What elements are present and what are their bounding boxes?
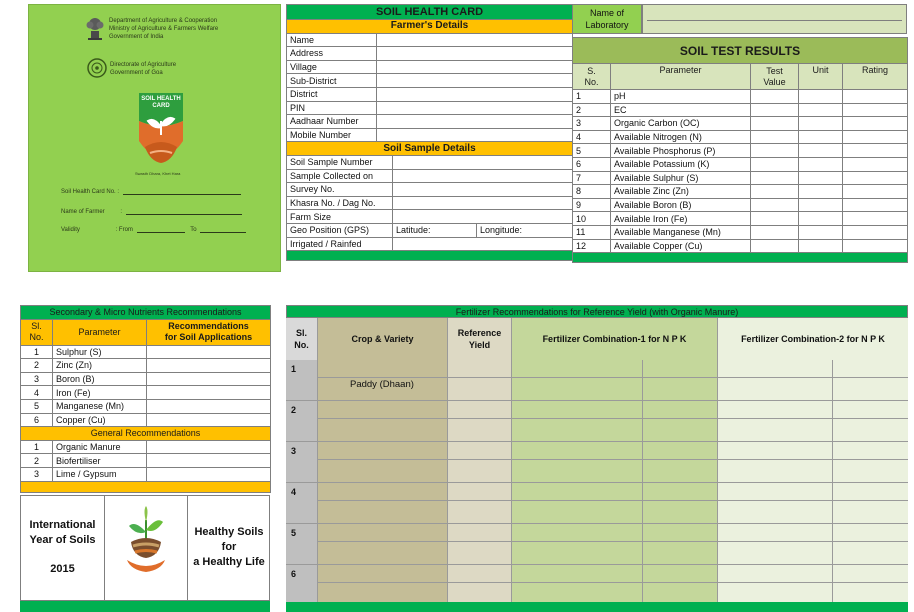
col-unit: Unit: [799, 64, 843, 90]
farmer-row-label: Address: [287, 47, 377, 61]
soil-test-footer-bar: [573, 253, 908, 263]
general-title: General Recommendations: [21, 427, 271, 441]
row-param: Available Sulphur (S): [611, 171, 751, 185]
row-param: pH: [611, 90, 751, 104]
grid-line: [318, 418, 908, 419]
sample-row-label: Farm Size: [287, 210, 393, 224]
farmer-name-colon: :: [120, 209, 123, 215]
farmer-row-value[interactable]: [377, 47, 573, 61]
test-value-cell[interactable]: [751, 171, 799, 185]
iys-line: Healthy Soils: [194, 526, 264, 538]
test-value-cell[interactable]: [751, 90, 799, 104]
soil-test-row: [573, 198, 908, 212]
row-no: 6: [573, 157, 611, 171]
row-param: Available Copper (Cu): [611, 239, 751, 253]
rating-cell[interactable]: [843, 103, 908, 117]
row-param: Organic Manure: [53, 440, 147, 454]
soil-test-row: [573, 103, 908, 117]
soil-test-row: [573, 117, 908, 131]
logo-tagline: Swasth Dhara, Khet Hara: [135, 171, 181, 176]
iys-logo-icon: [125, 506, 167, 576]
sample-row-label: Soil Sample Number: [287, 155, 393, 169]
farmer-row-label: Mobile Number: [287, 128, 377, 142]
farmer-row-value[interactable]: [377, 101, 573, 115]
row-no: 3: [21, 467, 53, 481]
col-test-value: Test Value: [751, 64, 799, 90]
farmer-row: [287, 101, 573, 115]
card-no-line[interactable]: [123, 188, 241, 195]
row-no: 5: [21, 399, 53, 413]
cover-panel: [28, 4, 281, 272]
row-no: 11: [573, 225, 611, 239]
micro-row: [21, 399, 271, 413]
general-row: [21, 440, 271, 454]
sample-row: [287, 169, 573, 183]
iys-right: [188, 496, 270, 600]
validity-row: [61, 226, 246, 233]
validity-to: To: [190, 227, 197, 233]
recommendation-cell[interactable]: [147, 386, 271, 400]
goa-line: Government of Goa: [110, 70, 163, 76]
row-no: 6: [291, 569, 297, 579]
longitude-cell[interactable]: [477, 223, 573, 237]
row-no: 2: [291, 405, 297, 415]
farmer-name-row: [61, 208, 242, 215]
col-rating: Rating: [843, 64, 908, 90]
lab-name-line: [647, 20, 902, 21]
rating-cell[interactable]: [843, 117, 908, 131]
row-no: 5: [291, 528, 297, 538]
farmer-row-label: PIN: [287, 101, 377, 115]
unit-cell[interactable]: [799, 130, 843, 144]
unit-cell[interactable]: [799, 212, 843, 226]
crop-variety-value[interactable]: Paddy (Dhaan): [350, 379, 414, 390]
row-no: 5: [573, 144, 611, 158]
col-combination-2: Fertilizer Combination-2 for N P K: [718, 318, 908, 360]
row-no: 2: [573, 103, 611, 117]
soil-test-row: [573, 144, 908, 158]
soil-test-row: [573, 225, 908, 239]
col-recommendations: Recommendations for Soil Applications: [147, 319, 271, 345]
soil-test-row: [573, 157, 908, 171]
sample-row-value[interactable]: [393, 155, 573, 169]
grid-line: [286, 564, 908, 565]
irrigated-label: Irrigated / Rainfed: [287, 237, 393, 251]
rating-cell[interactable]: [843, 239, 908, 253]
iys-year: 2015: [50, 563, 75, 575]
goa-line: Directorate of Agriculture: [110, 62, 177, 68]
unit-cell[interactable]: [799, 117, 843, 131]
grid-line: [318, 459, 908, 460]
test-value-cell[interactable]: [751, 198, 799, 212]
test-value-cell[interactable]: [751, 225, 799, 239]
rating-cell[interactable]: [843, 130, 908, 144]
card-no-row: [61, 188, 241, 195]
micro-title: Secondary & Micro Nutrients Recommendations: [21, 306, 271, 320]
farmer-row: [287, 33, 573, 47]
micro-row: [21, 386, 271, 400]
test-value-cell[interactable]: [751, 130, 799, 144]
row-param: Available Phosphorus (P): [611, 144, 751, 158]
soil-test-row: [573, 185, 908, 199]
gps-label: Geo Position (GPS): [287, 223, 393, 237]
grid-line: [286, 441, 908, 442]
row-no: 8: [573, 185, 611, 199]
crop-column-bg: [318, 360, 448, 602]
card-footer-bar: [287, 251, 573, 261]
row-no: 2: [21, 359, 53, 373]
fertilizer-body: [286, 360, 908, 602]
test-value-cell[interactable]: [751, 144, 799, 158]
micro-row: [21, 345, 271, 359]
irrigated-row: [287, 237, 573, 251]
recommendation-cell[interactable]: [147, 399, 271, 413]
col-parameter: Parameter: [53, 319, 147, 345]
rating-cell[interactable]: [843, 157, 908, 171]
lab-label: [572, 4, 642, 34]
farmer-details-header: Farmer's Details: [287, 20, 573, 34]
iys-line: a Healthy Life: [193, 556, 265, 568]
unit-cell[interactable]: [799, 185, 843, 199]
fertilizer-panel: [286, 305, 908, 612]
row-param: Biofertiliser: [53, 454, 147, 468]
row-param: Sulphur (S): [53, 345, 147, 359]
rating-cell[interactable]: [843, 185, 908, 199]
soil-test-row: [573, 239, 908, 253]
test-value-cell[interactable]: [751, 103, 799, 117]
general-row: [21, 454, 271, 468]
recommendation-cell[interactable]: [147, 413, 271, 427]
sample-row-label: Sample Collected on: [287, 169, 393, 183]
grid-line: [286, 400, 908, 401]
farmer-row-value[interactable]: [377, 128, 573, 142]
micro-row: [21, 413, 271, 427]
gov-line: Government of India: [109, 34, 164, 40]
farmer-row-value[interactable]: [377, 33, 573, 47]
soil-health-card-logo: [136, 91, 186, 171]
sample-row-value[interactable]: [393, 169, 573, 183]
farmer-row: [287, 60, 573, 74]
iys-logo-cell: [105, 496, 188, 600]
validity-from: : From: [115, 227, 133, 233]
logo-text: CARD: [152, 103, 170, 109]
unit-cell[interactable]: [799, 171, 843, 185]
micro-row: [21, 372, 271, 386]
row-param: Available Nitrogen (N): [611, 130, 751, 144]
goa-block: [110, 61, 176, 77]
farmer-row: [287, 47, 573, 61]
unit-cell[interactable]: [799, 239, 843, 253]
unit-cell[interactable]: [799, 225, 843, 239]
soil-test-row: [573, 130, 908, 144]
grid-line: [286, 482, 908, 483]
row-no: 4: [21, 386, 53, 400]
iys-block: [20, 495, 270, 601]
combo2-column-bg: [718, 360, 908, 602]
farmer-row-value[interactable]: [377, 115, 573, 129]
row-no: 4: [573, 130, 611, 144]
soil-test-title: SOIL TEST RESULTS: [573, 38, 908, 64]
micro-header-row: [21, 319, 271, 345]
farmer-row-value[interactable]: [377, 60, 573, 74]
recommendation-cell[interactable]: [147, 359, 271, 373]
grid-line: [832, 360, 833, 602]
lab-name-field[interactable]: [642, 4, 907, 34]
general-footer-bar: [21, 481, 271, 492]
farmer-name-label: Name of Farmer: [61, 209, 105, 215]
row-no: 3: [21, 372, 53, 386]
row-param: Lime / Gypsum: [53, 467, 147, 481]
row-param: Available Boron (B): [611, 198, 751, 212]
farmer-row-label: Sub-District: [287, 74, 377, 88]
general-row: [21, 467, 271, 481]
unit-cell[interactable]: [799, 90, 843, 104]
grid-line: [318, 582, 908, 583]
fertilizer-footer-bar: [286, 602, 908, 612]
farmer-row-value[interactable]: [377, 87, 573, 101]
row-param: Available Zinc (Zn): [611, 185, 751, 199]
rating-cell[interactable]: [843, 90, 908, 104]
unit-cell[interactable]: [799, 157, 843, 171]
gov-india-block: [109, 17, 218, 41]
sample-row-value[interactable]: [393, 196, 573, 210]
farmer-row: [287, 74, 573, 88]
latitude-label: Latitude:: [396, 225, 431, 236]
gov-line: Department of Agriculture & Cooperation: [109, 18, 218, 24]
validity-from-line[interactable]: [137, 226, 185, 233]
col-sl-no: Sl. No.: [286, 318, 318, 360]
gps-row: [287, 223, 573, 237]
grid-line: [318, 377, 908, 378]
yield-column-bg: [448, 360, 512, 602]
card-no-label: Soil Health Card No. :: [61, 189, 120, 195]
soil-test-row: [573, 90, 908, 104]
rating-cell[interactable]: [843, 212, 908, 226]
grid-line: [642, 360, 643, 602]
rating-cell[interactable]: [843, 198, 908, 212]
test-value-cell[interactable]: [751, 185, 799, 199]
latitude-cell[interactable]: [393, 223, 477, 237]
col-parameter: Parameter: [611, 64, 751, 90]
farmer-row-label: Village: [287, 60, 377, 74]
general-cell[interactable]: [147, 440, 271, 454]
grid-line: [717, 360, 718, 602]
micro-row: [21, 359, 271, 373]
card-title: SOIL HEALTH CARD: [287, 5, 573, 20]
farmer-details-panel: [286, 4, 572, 261]
goa-seal-icon: [87, 58, 107, 78]
row-param: Organic Carbon (OC): [611, 117, 751, 131]
unit-cell[interactable]: [799, 103, 843, 117]
soil-test-panel: [572, 37, 907, 263]
row-no: 6: [21, 413, 53, 427]
grid-line: [286, 523, 908, 524]
longitude-label: Longitude:: [480, 225, 523, 236]
national-emblem-icon: [85, 15, 105, 41]
row-no: 3: [573, 117, 611, 131]
row-no: 10: [573, 212, 611, 226]
lab-panel: [572, 4, 907, 34]
iys-left: [21, 496, 105, 600]
row-no: 2: [21, 454, 53, 468]
test-value-cell[interactable]: [751, 239, 799, 253]
farmer-row-label: Name: [287, 33, 377, 47]
recommendation-cell[interactable]: [147, 345, 271, 359]
grid-line: [317, 360, 318, 602]
row-no: 4: [291, 487, 297, 497]
col-combination-1: Fertilizer Combination-1 for N P K: [512, 318, 718, 360]
validity-label: Validity: [61, 227, 80, 233]
fertilizer-header-row: [286, 318, 908, 360]
farmer-row: [287, 115, 573, 129]
farmer-row-value[interactable]: [377, 74, 573, 88]
soil-test-row: [573, 171, 908, 185]
row-no: 1: [21, 345, 53, 359]
grid-line: [447, 360, 448, 602]
soil-test-row: [573, 212, 908, 226]
row-no: 1: [21, 440, 53, 454]
row-param: Available Iron (Fe): [611, 212, 751, 226]
row-param: Boron (B): [53, 372, 147, 386]
rating-cell[interactable]: [843, 144, 908, 158]
general-cell[interactable]: [147, 454, 271, 468]
row-param: EC: [611, 103, 751, 117]
iys-line: Year of Soils: [29, 534, 96, 546]
rating-cell[interactable]: [843, 225, 908, 239]
sample-row: [287, 210, 573, 224]
sample-row-label: Khasra No. / Dag No.: [287, 196, 393, 210]
sample-row: [287, 183, 573, 197]
row-no: 9: [573, 198, 611, 212]
row-no: 3: [291, 446, 297, 456]
test-value-cell[interactable]: [751, 212, 799, 226]
gov-line: Ministry of Agriculture & Farmers Welfare: [109, 26, 219, 32]
row-param: Zinc (Zn): [53, 359, 147, 373]
sample-row-value[interactable]: [393, 183, 573, 197]
row-param: Available Potassium (K): [611, 157, 751, 171]
logo-text: SOIL HEALTH: [141, 96, 181, 102]
soil-test-header-row: [573, 64, 908, 90]
row-no: 1: [291, 364, 297, 374]
validity-to-line[interactable]: [200, 226, 246, 233]
row-param: Manganese (Mn): [53, 399, 147, 413]
combo1-column-bg: [512, 360, 718, 602]
farmer-name-line[interactable]: [126, 208, 242, 215]
row-param: Copper (Cu): [53, 413, 147, 427]
farmer-row: [287, 87, 573, 101]
sl-column-bg: [286, 360, 318, 602]
row-no: 1: [573, 90, 611, 104]
sample-row: [287, 155, 573, 169]
grid-line: [511, 360, 512, 602]
unit-cell[interactable]: [799, 144, 843, 158]
micro-nutrients-panel: [20, 305, 270, 493]
col-sl-no: Sl. No.: [21, 319, 53, 345]
lab-label-line: Name of: [589, 8, 624, 18]
farmer-row-label: Aadhaar Number: [287, 115, 377, 129]
iys-line: for: [221, 541, 237, 553]
lab-label-line: Laboratory: [585, 20, 629, 30]
test-value-cell[interactable]: [751, 157, 799, 171]
sample-details-header: Soil Sample Details: [287, 142, 573, 156]
row-param: Iron (Fe): [53, 386, 147, 400]
farmer-row-label: District: [287, 87, 377, 101]
row-param: Available Manganese (Mn): [611, 225, 751, 239]
sample-row-label: Survey No.: [287, 183, 393, 197]
test-value-cell[interactable]: [751, 117, 799, 131]
general-cell[interactable]: [147, 467, 271, 481]
farmer-row: [287, 128, 573, 142]
grid-line: [318, 541, 908, 542]
recommendation-cell[interactable]: [147, 372, 271, 386]
row-no: 7: [573, 171, 611, 185]
sample-row: [287, 196, 573, 210]
grid-line: [318, 500, 908, 501]
fertilizer-title: Fertilizer Recommendations for Reference Yield (with Organic Manure): [286, 305, 908, 318]
col-sno: S. No.: [573, 64, 611, 90]
rating-cell[interactable]: [843, 171, 908, 185]
col-reference-yield: Reference Yield: [448, 318, 512, 360]
irrigated-value[interactable]: [393, 237, 573, 251]
col-crop-variety: Crop & Variety: [318, 318, 448, 360]
iys-line: International: [29, 519, 96, 531]
micro-footer-bar: [20, 601, 270, 612]
sample-row-value[interactable]: [393, 210, 573, 224]
row-no: 12: [573, 239, 611, 253]
unit-cell[interactable]: [799, 198, 843, 212]
